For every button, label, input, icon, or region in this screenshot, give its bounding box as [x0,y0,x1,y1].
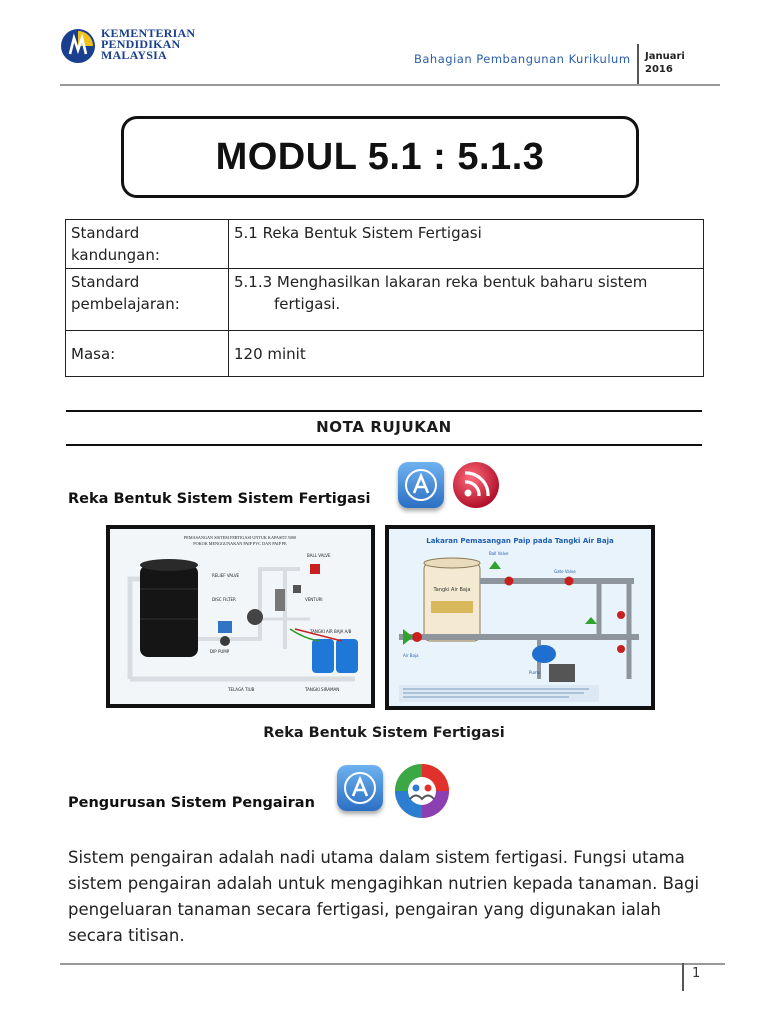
table-row [66,220,704,269]
table-value-line: 5.1.3 Menghasilkan lakaran reka bentuk baharu sistem [234,273,648,291]
table-value: 120 minit [229,331,704,377]
header-divider [637,44,639,84]
figure-label: Ball Valve [489,551,509,556]
table-value: 5.1 Reka Bentuk Sistem Fertigasi [229,220,704,269]
figure-caption: Reka Bentuk Sistem Fertigasi [263,725,505,741]
header-date-month: Januari [645,51,685,62]
table-value-cont: fertigasi. [274,295,341,313]
module-info-table [65,219,704,377]
section-rule-bottom [66,444,702,446]
figure-title: Lakaran Pemasangan Paip pada Tangki Air Baja [426,537,614,545]
table-row [66,269,704,331]
figure-label: Gate Valve [554,569,576,574]
table-key: Standard pembelajaran: [66,269,229,331]
app-store-icon[interactable] [337,765,383,811]
tank-label: Tangki Air Baja [433,587,471,593]
ministry-name-line: MALAYSIA [101,48,167,62]
page-number: 1 [692,966,701,981]
rss-feed-icon[interactable] [451,460,501,510]
header-date [645,50,685,76]
ministry-logo [60,28,96,64]
ministry-name [101,28,195,61]
figure-label: DISC FILTER [212,597,236,602]
people-circle-icon[interactable] [393,762,451,820]
table-row [66,331,704,377]
figure-title-line: POKOK MENGGUNAKAN PAIP PVC DAN PAIP PE [193,541,287,546]
figure-label: VENTURI [305,597,323,602]
table-key: Standard kandungan: [66,220,229,269]
table-key: Masa: [66,331,229,377]
section-rule-top [66,410,702,412]
header-date-year: 2016 [645,64,673,75]
figure-label: BALL VALVE [307,553,331,558]
figure-label: DIP PUMP [210,649,230,654]
section2-heading: Pengurusan Sistem Pengairan [68,795,315,811]
header-unit-name: Bahagian Pembangunan Kurikulum [414,52,631,66]
body-paragraph: Sistem pengairan adalah nadi utama dalam sistem fertigasi. Fungsi utama sistem pengairan adalah untuk mengagihkan nutrien kepada tanaman. Bagi pengeluaran tanaman secara fertigasi, pengairan yang digunakan ialah secara titisan. [68,848,700,945]
figure-label: TANGKI SIRAMAN [305,687,340,692]
section-heading: NOTA RUJUKAN [316,418,452,436]
fertigation-pipe-sketch [385,525,655,710]
section1-heading: Reka Bentuk Sistem Sistem Fertigasi [68,491,371,507]
table-value [229,269,704,331]
figure-label: TANGKI AIR BAJA A/B [310,629,352,634]
module-title-box [121,116,639,198]
figure-label: TELAGA TIUB [228,687,255,692]
figure-label: Air Baja [403,653,419,658]
figure-label: Pump [529,670,541,675]
ministry-name-line: KEMENTERIAN [101,26,196,40]
header-rule [60,84,720,86]
footer-divider [682,963,684,991]
app-store-icon[interactable] [398,462,444,508]
footer-rule [60,963,725,965]
figure-title-line: PEMASANGAN SISTEM FERTIGASI UNTUK KAPASITI 5000 [183,535,297,540]
ministry-name-line: PENDIDIKAN [101,37,181,51]
figure-label: RELIEF VALVE [212,573,240,578]
module-title: MODUL 5.1 : 5.1.3 [215,135,545,178]
fertigation-system-diagram [106,525,375,708]
